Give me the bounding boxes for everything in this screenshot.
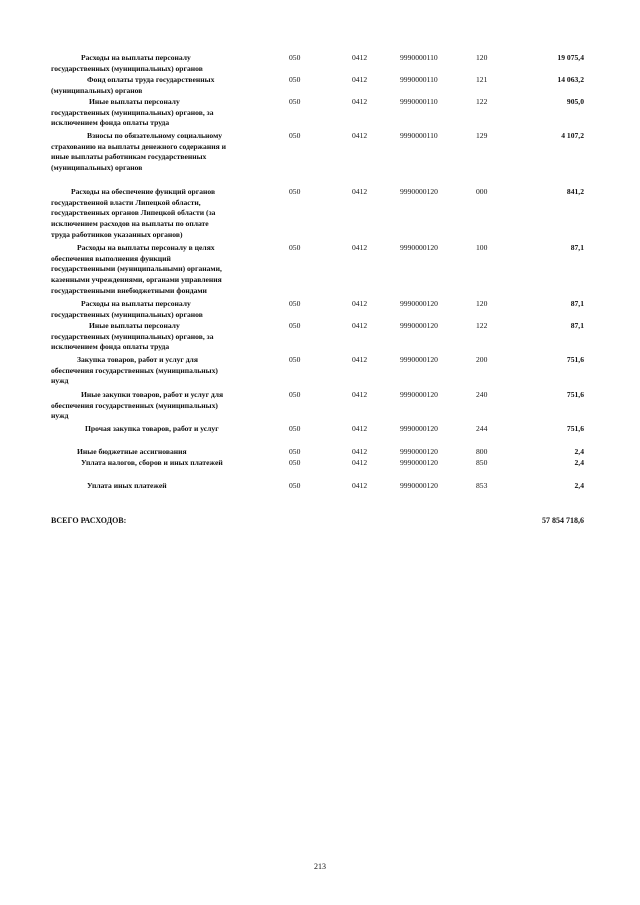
name-line: Расходы на выплаты персоналу в целях <box>77 243 215 252</box>
row-name <box>51 424 266 435</box>
cell-target: 9990000110 <box>400 97 438 106</box>
cell-exp-type: 000 <box>476 187 488 196</box>
name-line: государственных (муниципальных) органов, за <box>51 331 214 341</box>
name-line: государственных органов Липецкой области (за <box>51 208 216 218</box>
cell-section: 0412 <box>352 53 368 62</box>
cell-target: 9990000110 <box>400 75 438 84</box>
cell-target: 9990000120 <box>400 424 438 433</box>
cell-exp-type: 850 <box>476 458 488 467</box>
name-line: Прочая закупка товаров, работ и услуг <box>85 424 219 433</box>
name-line: Иные бюджетные ассигнования <box>77 447 187 456</box>
name-line: государственных (муниципальных) органов, за <box>51 107 214 117</box>
name-line: Расходы на выплаты персоналу <box>81 299 191 308</box>
name-line: Иные выплаты персоналу <box>89 97 180 106</box>
name-line: Уплата иных платежей <box>87 481 167 490</box>
cell-amount: 2,4 <box>574 447 584 456</box>
name-line: обеспечения государственных (муниципальных) <box>51 400 218 410</box>
cell-section: 0412 <box>352 97 368 106</box>
row-name <box>51 447 266 458</box>
row-name <box>51 355 266 387</box>
cell-target: 9990000120 <box>400 390 438 399</box>
cell-section: 0412 <box>352 424 368 433</box>
name-line: государственных (муниципальных) органов <box>51 63 203 73</box>
row-name <box>51 481 266 492</box>
cell-amount: 751,6 <box>566 355 584 364</box>
name-line: Расходы на обеспечение функций органов <box>71 187 216 196</box>
cell-section: 0412 <box>352 481 368 490</box>
page-number: 213 <box>314 862 326 871</box>
cell-amount: 87,1 <box>570 299 584 308</box>
cell-ministry: 050 <box>289 299 301 308</box>
row-name <box>51 299 266 320</box>
cell-amount: 905,0 <box>566 97 584 106</box>
cell-ministry: 050 <box>289 53 301 62</box>
cell-amount: 87,1 <box>570 321 584 330</box>
name-line: Иные закупки товаров, работ и услуг для <box>81 390 224 399</box>
cell-target: 9990000120 <box>400 243 438 252</box>
cell-exp-type: 200 <box>476 355 488 364</box>
cell-target: 9990000120 <box>400 299 438 308</box>
name-line: страхованию на выплаты денежного содержания и <box>51 141 226 151</box>
name-line: труда работников указанных органов) <box>51 229 183 239</box>
cell-section: 0412 <box>352 355 368 364</box>
name-line: исключением фонда оплаты труда <box>51 118 170 128</box>
cell-amount: 2,4 <box>574 481 584 490</box>
total-value: 57 854 718,6 <box>542 516 584 525</box>
cell-target: 9990000110 <box>400 131 438 140</box>
total-label: ВСЕГО РАСХОДОВ: <box>51 516 127 525</box>
cell-exp-type: 122 <box>476 97 488 106</box>
name-line: государственной власти Липецкой области, <box>51 197 201 207</box>
cell-ministry: 050 <box>289 321 301 330</box>
cell-ministry: 050 <box>289 97 301 106</box>
cell-ministry: 050 <box>289 390 301 399</box>
row-name <box>51 321 266 353</box>
cell-section: 0412 <box>352 75 368 84</box>
name-line: исключением фонда оплаты труда <box>51 342 170 352</box>
cell-ministry: 050 <box>289 75 301 84</box>
cell-exp-type: 120 <box>476 299 488 308</box>
name-line: Взносы по обязательному социальному <box>87 131 223 140</box>
cell-target: 9990000120 <box>400 447 438 456</box>
cell-section: 0412 <box>352 187 368 196</box>
cell-exp-type: 100 <box>476 243 488 252</box>
cell-section: 0412 <box>352 131 368 140</box>
cell-exp-type: 129 <box>476 131 488 140</box>
row-name <box>51 131 266 174</box>
cell-exp-type: 244 <box>476 424 488 433</box>
cell-exp-type: 121 <box>476 75 488 84</box>
cell-amount: 4 107,2 <box>561 131 584 140</box>
cell-amount: 751,6 <box>566 390 584 399</box>
name-line: Закупка товаров, работ и услуг для <box>77 355 198 364</box>
cell-section: 0412 <box>352 299 368 308</box>
name-line: нужд <box>51 376 69 386</box>
cell-exp-type: 240 <box>476 390 488 399</box>
name-line: Уплата налогов, сборов и иных платежей <box>81 458 223 467</box>
cell-exp-type: 853 <box>476 481 488 490</box>
name-line: государственных (муниципальных) органов <box>51 309 203 319</box>
name-line: Фонд оплаты труда государственных <box>87 75 215 84</box>
cell-amount: 14 063,2 <box>557 75 584 84</box>
name-line: нужд <box>51 411 69 421</box>
name-line: государственными внебюджетными фондами <box>51 285 207 295</box>
cell-ministry: 050 <box>289 481 301 490</box>
cell-amount: 841,2 <box>566 187 584 196</box>
row-name <box>51 243 266 297</box>
cell-amount: 87,1 <box>570 243 584 252</box>
cell-section: 0412 <box>352 321 368 330</box>
name-line: иные выплаты работникам государственных <box>51 152 207 162</box>
name-line: (муниципальных) органов <box>51 85 143 95</box>
cell-section: 0412 <box>352 390 368 399</box>
cell-target: 9990000110 <box>400 53 438 62</box>
name-line: обеспечения государственных (муниципальных) <box>51 365 218 375</box>
cell-ministry: 050 <box>289 187 301 196</box>
cell-ministry: 050 <box>289 447 301 456</box>
row-name <box>51 390 266 422</box>
cell-ministry: 050 <box>289 458 301 467</box>
cell-exp-type: 800 <box>476 447 488 456</box>
cell-amount: 19 075,4 <box>557 53 584 62</box>
cell-target: 9990000120 <box>400 321 438 330</box>
name-line: обеспечения выполнения функций <box>51 253 171 263</box>
cell-amount: 2,4 <box>574 458 584 467</box>
cell-target: 9990000120 <box>400 355 438 364</box>
cell-target: 9990000120 <box>400 481 438 490</box>
cell-exp-type: 120 <box>476 53 488 62</box>
row-name <box>51 97 266 129</box>
cell-target: 9990000120 <box>400 458 438 467</box>
name-line: (муниципальных) органов <box>51 163 143 173</box>
row-name <box>51 458 266 469</box>
cell-ministry: 050 <box>289 424 301 433</box>
cell-section: 0412 <box>352 243 368 252</box>
cell-ministry: 050 <box>289 243 301 252</box>
cell-target: 9990000120 <box>400 187 438 196</box>
name-line: казенными учреждениями, органами управления <box>51 275 222 285</box>
row-name <box>51 53 266 74</box>
name-line: исключением расходов на выплаты по оплате <box>51 219 209 229</box>
row-name <box>51 75 266 96</box>
row-name <box>51 187 266 241</box>
name-line: Расходы на выплаты персоналу <box>81 53 191 62</box>
cell-exp-type: 122 <box>476 321 488 330</box>
name-line: государственными (муниципальными) органами, <box>51 264 222 274</box>
cell-ministry: 050 <box>289 131 301 140</box>
cell-section: 0412 <box>352 458 368 467</box>
cell-amount: 751,6 <box>566 424 584 433</box>
cell-section: 0412 <box>352 447 368 456</box>
cell-ministry: 050 <box>289 355 301 364</box>
name-line: Иные выплаты персоналу <box>89 321 180 330</box>
